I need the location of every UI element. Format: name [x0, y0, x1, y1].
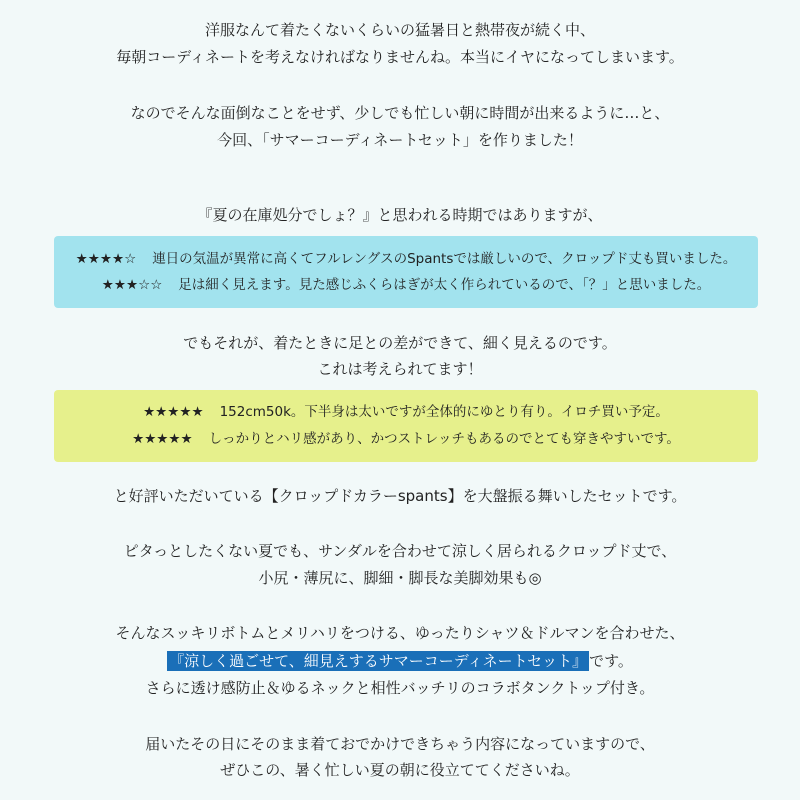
middle-line-1: でもそれが、着たときに足との差ができて、細く見えるのです。	[183, 334, 617, 352]
star-rating: ★★★☆☆	[101, 277, 163, 293]
review-row	[54, 430, 758, 448]
star-rating: ★★★★★	[132, 431, 193, 447]
outro-line-5	[0, 651, 800, 671]
review-text: しっかりとハリ感があり、かつストレッチもあるのでとても穿きやすいです。	[208, 431, 680, 447]
outro-line-2: ピタっとしたくない夏でも、サンダルを合わせて涼しく居られるクロップド丈で、	[123, 542, 677, 560]
intro-line-3: なのでそんな面倒なことをせず、少しでも忙しい朝に時間が出来るように…と、	[130, 104, 670, 122]
star-rating: ★★★★☆	[75, 251, 137, 267]
intro-line-4: 今回、「サマーコーディネートセット」を作りました！	[217, 131, 583, 149]
outro-line-1: と好評いただいている【クロップドカラーspants】を大盤振る舞いしたセットです。	[113, 487, 687, 505]
intro-line-5: 『夏の在庫処分でしょ？』と思われる時期ではありますが、	[197, 206, 603, 224]
review-text: 連日の気温が異常に高くてフルレングスのSpantsでは厳しいので、クロップド丈も買いました。	[152, 251, 737, 267]
review-box-yellow	[54, 390, 758, 462]
outro-line-8: ぜひこの、暑く忙しい夏の朝に役立ててくださいね。	[220, 761, 580, 779]
outro-line-3: 小尻・薄尻に、脚細・脚長な美脚効果も◎	[258, 569, 542, 587]
intro-line-1: 洋服なんて着たくないくらいの猛暑日と熱帯夜が続く中、	[204, 21, 595, 39]
middle-line-2: これは考えられてます！	[317, 360, 483, 378]
outro-line-6: さらに透け感防止＆ゆるネックと相性バッチリのコラボタンクトップ付き。	[145, 679, 655, 697]
highlighted-text: 『涼しく過ごせて、細見えするサマーコーディネートセット』	[169, 652, 588, 670]
review-row	[54, 276, 758, 294]
review-row	[54, 250, 758, 268]
outro-line-7: 届いたその日にそのまま着ておでかけできちゃう内容になっていますので、	[145, 735, 655, 753]
review-text: 152cm50k。下半身は太いですが全体的にゆとり有り。イロチ買い予定。	[219, 404, 669, 420]
intro-line-2: 毎朝コーディネートを考えなければなりませんね。本当にイヤになってしまいます。	[116, 48, 684, 66]
review-text: 足は細く見えます。見た感じふくらはぎが太く作られているので、「？」と思いました。	[178, 277, 711, 293]
outro-line-4: そんなスッキリボトムとメリハリをつける、ゆったりシャツ＆ドルマンを合わせた、	[115, 624, 685, 642]
outro-line-5-rest: です。	[589, 652, 633, 670]
review-box-blue	[54, 236, 758, 308]
star-rating: ★★★★★	[143, 404, 204, 420]
review-row	[54, 403, 758, 421]
